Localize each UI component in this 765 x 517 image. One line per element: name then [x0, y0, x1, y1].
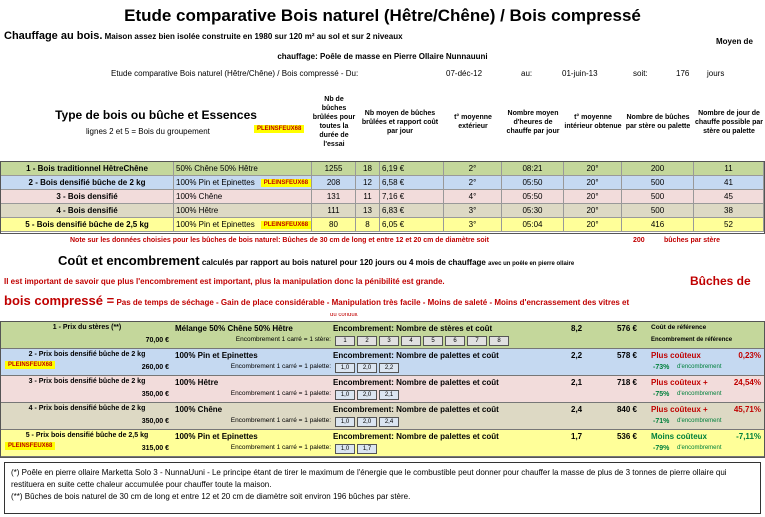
cost-row-name: 3 - Prix bois densifié bûche de 2 kg: [28, 378, 146, 385]
cost-row-essence: 100% Pin et Epinettes: [175, 351, 258, 360]
col-header-per: Nombre de bûches par stère ou palette: [625, 114, 691, 130]
row-avg: 12: [356, 176, 380, 190]
bois-compresse: [4, 293, 629, 308]
row-total: 208: [312, 176, 356, 190]
encombrement-box: 2: [357, 336, 377, 346]
encombrement-box: 1,7: [357, 444, 377, 454]
row-avg: 8: [356, 218, 380, 232]
table-row: [1, 176, 764, 190]
cost-row-enc-pct: -73%: [653, 364, 670, 371]
row-cost: 6,05 €: [380, 218, 444, 232]
note-text: Note sur les données choisies pour les bûches de bois naturel: Bûches de 30 cm de long et entre 12 et 20 cm de diamètre soit: [70, 237, 489, 244]
study-from: 07-déc-12: [446, 69, 483, 78]
row-essence: [174, 204, 312, 218]
cost-row-sub: Encombrement 1 carré = 1 stère:: [235, 336, 331, 343]
bois-compresse-label: bois compressé =: [4, 293, 115, 308]
cost-row-price: 350,00 €: [141, 418, 169, 425]
row-essence-text: 100% Hêtre: [176, 206, 219, 215]
cost-row-ref: Plus coûteux +: [651, 378, 708, 387]
type-note: lignes 2 et 5 = Bois du groupement: [86, 127, 210, 136]
cost-row-qty: 8,2: [571, 324, 583, 333]
encombrement-box: 1,0: [335, 417, 355, 427]
row-essence: [174, 190, 312, 204]
pleinsfeux-badge: PLEINSFEUX68: [5, 361, 55, 369]
note-unit: bûches par stère: [664, 237, 721, 244]
cost-row: [1, 349, 764, 376]
cost-row-pct: -7,11%: [736, 432, 761, 441]
encombrement-box: 1,0: [335, 363, 355, 373]
cost-row-enc-label: Encombrement: Nombre de palettes et coût: [333, 378, 499, 387]
footnotes: [4, 462, 761, 514]
cost-row-sub: Encombrement 1 carré = 1 palette:: [230, 444, 331, 451]
cost-row-enc-label: Encombrement: Nombre de palettes et coût: [333, 432, 499, 441]
row-essence: [174, 176, 312, 190]
cost-row-name: 4 - Prix bois densifié bûche de 2 kg: [28, 405, 146, 412]
row-cost: 6,19 €: [380, 162, 444, 176]
row-tint: 20°: [564, 204, 622, 218]
col-header-text: t° moyenne extérieur: [454, 114, 492, 130]
row-days: 38: [694, 204, 764, 218]
row-text: 4°: [444, 190, 502, 204]
cost-row-cost: 578 €: [616, 351, 637, 360]
row-avg: 13: [356, 204, 380, 218]
row-per: 500: [622, 176, 694, 190]
encombrement-box: 2,0: [357, 417, 377, 427]
cost-row-enc-pct: -79%: [653, 445, 670, 452]
row-tint: 20°: [564, 190, 622, 204]
row-name: 1 - Bois traditionnel HêtreChêne: [1, 162, 174, 176]
row-per: 500: [622, 204, 694, 218]
footnote-2: (**) Bûches de bois naturel de 30 cm de long et entre 12 et 20 cm de diamètre soit environ 196 bûches par stère.: [11, 492, 411, 501]
cost-row-name: 2 - Prix bois densifié bûche de 2 kg: [28, 351, 146, 358]
row-avg: 11: [356, 190, 380, 204]
cost-row-essence: 100% Chêne: [175, 405, 223, 414]
encombrement-box: 7: [467, 336, 487, 346]
cost-row-enc-label: Encombrement: Nombre de stères et coût: [333, 324, 493, 333]
cout-title: Coût et encombrement: [58, 253, 200, 268]
encombrement-box: 2,0: [357, 390, 377, 400]
row-days: 41: [694, 176, 764, 190]
cost-row-sub: Encombrement 1 carré = 1 palette:: [230, 363, 331, 370]
cost-row-ref2: d'encombrement: [677, 418, 722, 424]
buches-label: Bûches de: [690, 274, 751, 288]
row-hours: 05:04: [502, 218, 564, 232]
col-header-total: Nb de bûches brûlées pour toutes la durée de l'essai: [312, 96, 356, 148]
study-au: au:: [521, 69, 533, 78]
cost-row-cost: 840 €: [616, 405, 637, 414]
cost-row-price: 350,00 €: [141, 391, 169, 398]
cost-row-qty: 1,7: [571, 432, 583, 441]
row-per: 416: [622, 218, 694, 232]
page-title: Etude comparative Bois naturel (Hêtre/Chêne) / Bois compressé: [124, 6, 641, 25]
cut-text: du conduit: [330, 313, 358, 318]
row-essence: [174, 218, 312, 232]
cost-row-ref: Moins coûteux: [651, 432, 708, 441]
cost-row-sub: Encombrement 1 carré = 1 palette:: [230, 390, 331, 397]
cost-row-ref: Plus coûteux +: [651, 405, 708, 414]
encombrement-box: 2,4: [379, 417, 399, 427]
cost-row-sub: Encombrement 1 carré = 1 palette:: [230, 417, 331, 424]
col-header-days: Nombre de jour de chauffe possible par stère ou palette: [694, 109, 764, 135]
encombrement-box: 1,0: [335, 444, 355, 454]
cost-row-enc-pct: -75%: [653, 391, 670, 398]
encombrement-box: 3: [379, 336, 399, 346]
row-text: 2°: [444, 162, 502, 176]
cost-row-enc-label: Encombrement: Nombre de palettes et coût: [333, 405, 499, 414]
study-jours: jours: [707, 69, 725, 78]
row-essence-text: 50% Chêne 50% Hêtre: [176, 164, 258, 173]
encombrement-box: 1,0: [335, 390, 355, 400]
cost-row-qty: 2,2: [571, 351, 583, 360]
pleinsfeux-badge: PLEINSFEUX68: [261, 179, 311, 187]
row-essence-text: 100% Pin et Epinettes: [176, 220, 255, 229]
row-total: 111: [312, 204, 356, 218]
row-per: 200: [622, 162, 694, 176]
col-header-avg: Nb moyen de bûches brûlées et rapport coût par jour: [361, 109, 439, 135]
cost-row: [1, 376, 764, 403]
encombrement-box: 6: [445, 336, 465, 346]
row-essence-text: 100% Pin et Epinettes: [176, 178, 255, 187]
cost-row-essence: 100% Hêtre: [175, 378, 219, 387]
row-cost: 6,58 €: [380, 176, 444, 190]
row-tint: 20°: [564, 218, 622, 232]
pleinsfeux-badge: PLEINSFEUX68: [254, 125, 304, 133]
important-text: Il est important de savoir que plus l'encombrement est important, plus la manipulation donc la pénibilité est grande.: [4, 277, 445, 286]
encombrement-box: 2,2: [379, 363, 399, 373]
row-tint: 20°: [564, 176, 622, 190]
subtitle-moyen: Moyen de: [716, 37, 753, 46]
table-row: [1, 190, 764, 204]
row-tint: 20°: [564, 162, 622, 176]
type-header: [0, 81, 312, 161]
row-days: 11: [694, 162, 764, 176]
study-to: 01-juin-13: [562, 69, 598, 78]
row-name: 5 - Bois densifié bûche de 2,5 kg: [1, 218, 174, 232]
cost-row-pct: 45,71%: [733, 405, 761, 414]
cost-row: [1, 403, 764, 430]
cost-row-ref2: d'encombrement: [677, 391, 722, 397]
cost-row-cost: 576 €: [616, 324, 637, 333]
cost-row-essence: Mélange 50% Chêne 50% Hêtre: [175, 324, 293, 333]
row-essence-text: 100% Chêne: [176, 192, 223, 201]
row-total: 131: [312, 190, 356, 204]
note-num: 200: [633, 237, 645, 244]
study-line: [0, 66, 765, 80]
subtitle-rest: Maison assez bien isolée construite en 1980 sur 120 m² au sol et sur 2 niveaux: [104, 32, 403, 41]
cost-row-pct: 0,23%: [738, 351, 761, 360]
advantages: Pas de temps de séchage - Gain de place considérable - Manipulation très facile - Moins de saleté - Moins d'encrassement des vitres et: [116, 298, 630, 307]
row-hours: 05:30: [502, 204, 564, 218]
cout-heading: [58, 253, 574, 268]
row-cost: 7,16 €: [380, 190, 444, 204]
row-essence: [174, 162, 312, 176]
row-total: 1255: [312, 162, 356, 176]
study-days: 176: [676, 69, 690, 78]
subtitle-bold: Chauffage au bois.: [4, 30, 103, 42]
col-header-tint: t° moyenne intérieur obtenue: [564, 114, 622, 130]
encombrement-box: 4: [401, 336, 421, 346]
row-avg: 18: [356, 162, 380, 176]
cost-row-price: 315,00 €: [141, 445, 169, 452]
cost-row-ref2: d'encombrement: [677, 445, 722, 451]
row-hours: 05:50: [502, 176, 564, 190]
subtitle: [4, 30, 764, 42]
col-header-hours: Nombre moyen d'heures de chauffe par jour: [506, 109, 560, 135]
cost-row-ref2: d'encombrement: [677, 364, 722, 370]
row-name: 3 - Bois densifié: [1, 190, 174, 204]
cost-row-cost: 718 €: [616, 378, 637, 387]
table-row: [1, 218, 764, 232]
encombrement-box: 8: [489, 336, 509, 346]
encombrement-box: 1: [335, 336, 355, 346]
row-name: 4 - Bois densifié: [1, 204, 174, 218]
cost-row-enc-label: Encombrement: Nombre de palettes et coût: [333, 351, 499, 360]
cost-row-price: 260,00 €: [141, 364, 169, 371]
cost-row: [1, 322, 764, 349]
encombrement-box: 5: [423, 336, 443, 346]
cost-row-name: 5 - Prix bois densifié bûche de 2,5 kg: [25, 432, 149, 439]
cost-row-ref: Plus coûteux: [651, 351, 701, 360]
row-text: 3°: [444, 218, 502, 232]
note-line: [0, 236, 765, 248]
row-text: 2°: [444, 176, 502, 190]
study-soit: soit:: [633, 69, 648, 78]
encombrement-box: 2,0: [357, 363, 377, 373]
cost-row-qty: 2,1: [571, 378, 583, 387]
row-text: 3°: [444, 204, 502, 218]
row-hours: 05:50: [502, 190, 564, 204]
cost-row-essence: 100% Pin et Epinettes: [175, 432, 258, 441]
cout-small: avec un poêle en pierre ollaire: [488, 261, 575, 267]
pleinsfeux-badge: PLEINSFEUX68: [261, 221, 311, 229]
cost-row-enc-pct: -71%: [653, 418, 670, 425]
study-label: Etude comparative Bois naturel (Hêtre/Chêne) / Bois compressé - Du:: [111, 69, 359, 78]
table-row: [1, 204, 764, 218]
encombrement-box: 2,1: [379, 390, 399, 400]
row-name: 2 - Bois densifié bûche de 2 kg: [1, 176, 174, 190]
footnote-1: (*) Poêle en pierre ollaire Marketta Solo 3 - NunnaUuni - Le principe étant de tirer le maximum de l'énergie que le combustible peut donner pour chauffer la masse de plus de 3 tonnes de pierre ollaire qui restituera en suite cette chaleur accumulée pour chauffer toute la maison.: [11, 468, 727, 489]
cost-row-ref: Coût de référence: [651, 324, 707, 331]
cost-row: [1, 430, 764, 457]
cout-rest: calculés par rapport au bois naturel pour 120 jours ou 4 mois de chauffage: [201, 258, 486, 267]
table-row: [1, 162, 764, 176]
row-cost: 6,83 €: [380, 204, 444, 218]
row-days: 45: [694, 190, 764, 204]
row-days: 52: [694, 218, 764, 232]
cost-row-cost: 536 €: [616, 432, 637, 441]
cost-row-name: 1 - Prix du stères (**): [52, 324, 122, 331]
row-hours: 08:21: [502, 162, 564, 176]
cost-row-qty: 2,4: [571, 405, 583, 414]
subtitle-line2: chauffage: Poêle de masse en Pierre Ollaire Nunnauuni: [277, 52, 488, 61]
type-title: Type de bois ou bûche et Essences: [55, 108, 257, 122]
pleinsfeux-badge: PLEINSFEUX68: [5, 442, 55, 450]
cost-row-pct: 24,54%: [733, 378, 761, 387]
row-per: 500: [622, 190, 694, 204]
row-total: 80: [312, 218, 356, 232]
cost-row-ref2: Encombrement de référence: [651, 337, 733, 343]
cost-row-price: 70,00 €: [145, 337, 169, 344]
